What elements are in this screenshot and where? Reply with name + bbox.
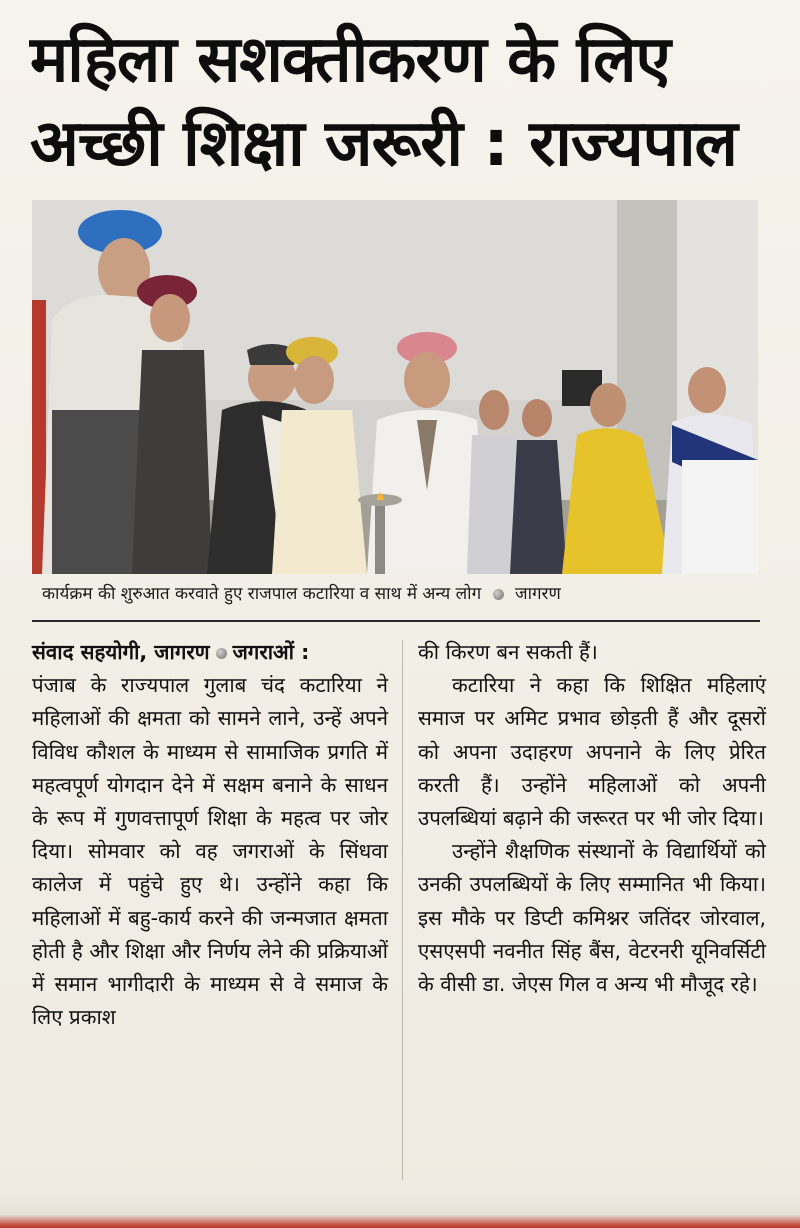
caption-credit: जागरण [514, 584, 561, 604]
column-divider [402, 640, 403, 1180]
headline [30, 18, 770, 186]
photo-caption [42, 582, 762, 606]
article-paragraph-3: उन्होंने शैक्षणिक संस्थानों के विद्यार्थियों को उनकी उपलब्धियों के लिए सम्मानित भी किया। इस मौके पर डिप्टी कमिश्नर जतिंदर जोरवाल, एसएसपी नवनीत सिंह बैंस, वेटरनरी यूनिवर्सिटी के वीसी डा. जेएस गिल व अन्य भी मौजूद रहे। [418, 839, 766, 997]
bullet-icon [493, 589, 504, 600]
headline-line-2: अच्छी शिक्षा जरूरी : राज्यपाल [30, 107, 737, 181]
headline-line-1: महिला सशक्तीकरण के लिए [30, 23, 670, 97]
news-photo [32, 200, 758, 574]
article-paragraph-2: कटारिया ने कहा कि शिक्षित महिलाएं समाज पर अमिट प्रभाव छोड़ती हैं और दूसरों को अपना उदाहरण अपनाने के लिए प्रेरित करती हैं। उन्होंने महिलाओं को अपनी उपलब्धियां बढ़ाने की जरूरत पर भी जोर दिया। [418, 673, 766, 831]
bullet-icon [216, 648, 227, 659]
caption-divider [32, 620, 760, 622]
photo-illustration [32, 200, 758, 574]
article-continuation: की किरण बन सकती हैं। [418, 640, 598, 664]
byline [32, 636, 388, 669]
article-paragraph-1: पंजाब के राज्यपाल गुलाब चंद कटारिया ने महिलाओं की क्षमता को सामने लाने, उन्हें अपने विविध कौशल के माध्यम से सामाजिक प्रगति में महत्वपूर्ण योगदान देने में सक्षम बनाने के साधन के रूप में गुणवत्तापूर्ण शिक्षा के महत्व पर जोर दिया। सोमवार को वह जगराओं के सिंधवा कालेज में पहुंचे हुए थे। उन्होंने कहा कि महिलाओं में बहु-कार्य करने की जन्मजात क्षमता होती है और शिक्षा और निर्णय लेने की प्रक्रियाओं में समान भागीदारी के माध्यम से वे समाज के लिए प्रकाश [32, 673, 388, 1030]
clipping-bottom-edge [0, 1194, 800, 1228]
podium [682, 460, 758, 574]
article-column-right [418, 636, 766, 1001]
caption-text: कार्यक्रम की शुरुआत करवाते हुए राजपाल कटारिया व साथ में अन्य लोग [42, 584, 482, 604]
byline-author: संवाद सहयोगी, जागरण [32, 640, 210, 664]
lamp-stand [375, 500, 385, 574]
article-column-left [32, 636, 388, 1034]
byline-place: जगराओं : [232, 640, 310, 664]
